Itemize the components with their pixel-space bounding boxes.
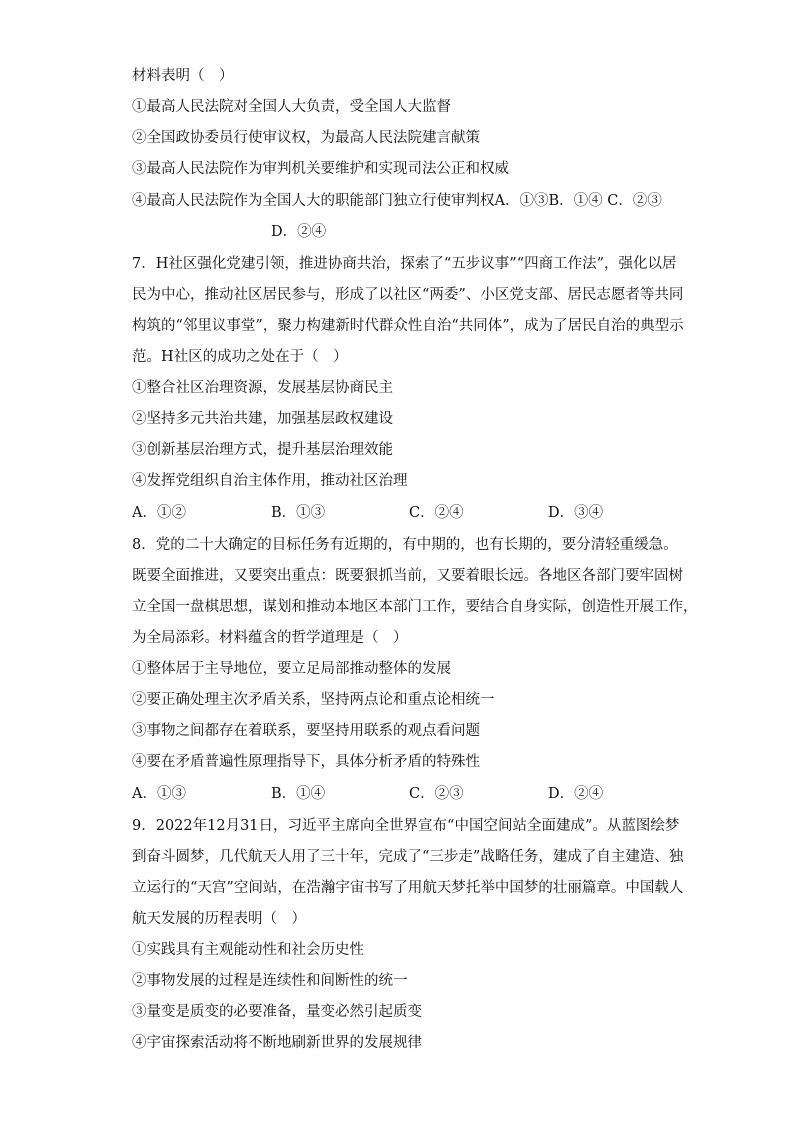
q8-stem-line-3: 立全国一盘棋思想，谋划和推动本地区本部门工作，要结合自身实际，创造性开展工作，	[132, 599, 698, 615]
q8-options	[132, 784, 652, 804]
q9-stem-line-3: 立运行的“天宫”空间站，在浩瀚宇宙书写了用航天梦托举中国梦的壮丽篇章。中国载人	[132, 880, 684, 896]
q9-stem-line-1: 9．2022年12月31日，习近平主席向全世界宣布“中国空间站全面建成”。从蓝图绘梦	[132, 818, 680, 834]
q7-item-2: ②坚持多元共治共建，加强基层政权建设	[132, 411, 393, 427]
q9-stem-line-4: 航天发展的历程表明（ ）	[132, 911, 306, 927]
q8-item-2: ②要正确处理主次矛盾关系，坚持两点论和重点论相统一	[132, 692, 495, 708]
q6-item-2: ②全国政协委员行使审议权，为最高人民法院建言献策	[132, 130, 480, 146]
q8-option-d[interactable]: D．②④	[548, 786, 604, 802]
q6-item-1: ①最高人民法院对全国人大负责，受全国人大监督	[132, 99, 451, 115]
q8-item-4: ④要在矛盾普遍性原理指导下，具体分析矛盾的特殊性	[132, 754, 480, 770]
q7-item-1: ①整合社区治理资源，发展基层协商民主	[132, 380, 393, 396]
q8-stem-line-1: 8．党的二十大确定的目标任务有近期的，有中期的，也有长期的，要分清轻重缓急。	[132, 537, 678, 553]
q9-item-1: ①实践具有主观能动性和社会历史性	[132, 942, 364, 958]
q9-item-2: ②事物发展的过程是连续性和间断性的统一	[132, 973, 408, 989]
q8-option-a[interactable]: A．①③	[132, 786, 186, 802]
q8-stem-line-2: 既要全面推进，又要突出重点：既要狠抓当前，又要着眼长远。各地区各部门要牢固树	[132, 568, 683, 584]
q7-option-d[interactable]: D．③④	[548, 505, 604, 521]
q8-item-1: ①整体居于主导地位，要立足局部推动整体的发展	[132, 661, 451, 677]
q6-stem-tail: 材料表明（ ）	[132, 68, 234, 84]
q8-option-b[interactable]: B．①④	[271, 786, 326, 802]
q7-stem-line-4: 范。H社区的成功之处在于（ ）	[132, 349, 348, 365]
q7-stem-line-2: 民为中心，推动社区居民参与，形成了以社区“两委”、小区党支部、居民志愿者等共同	[132, 287, 684, 303]
q7-option-b[interactable]: B．①③	[271, 505, 326, 521]
q7-option-c[interactable]: C．②④	[409, 505, 464, 521]
q7-option-a[interactable]: A．①②	[132, 505, 186, 521]
q8-item-3: ③事物之间都存在着联系，要坚持用联系的观点看问题	[132, 723, 480, 739]
q7-stem-line-3: 构筑的“邻里议事堂”，聚力构建新时代群众性自治“共同体”，成为了居民自治的典型示	[132, 318, 684, 334]
q7-options	[132, 503, 652, 523]
q6-item-4: ④最高人民法院作为全国人大的职能部门独立行使审判权A．①③B．①④ C．②③	[132, 193, 662, 209]
q8-stem-line-4: 为全局添彩。材料蕴含的哲学道理是（ ）	[132, 630, 408, 646]
q8-option-c[interactable]: C．②③	[409, 786, 464, 802]
q6-option-d: D．②④	[271, 224, 327, 240]
q9-item-4: ④宇宙探索活动将不断地刷新世界的发展规律	[132, 1035, 422, 1051]
q9-stem-line-2: 到奋斗圆梦，几代航天人用了三十年，完成了“三步走”战略任务，建成了自主建造、独	[132, 849, 684, 865]
q7-item-4: ④发挥党组织自治主体作用，推动社区治理	[132, 473, 408, 489]
q9-item-3: ③量变是质变的必要准备，量变必然引起质变	[132, 1004, 422, 1020]
q7-item-3: ③创新基层治理方式，提升基层治理效能	[132, 442, 393, 458]
q7-stem-line-1: 7．H社区强化党建引领，推进协商共治，探索了“五步议事”“四商工作法”，强化以居	[132, 256, 677, 272]
q6-item-3: ③最高人民法院作为审判机关要维护和实现司法公正和权威	[132, 161, 509, 177]
